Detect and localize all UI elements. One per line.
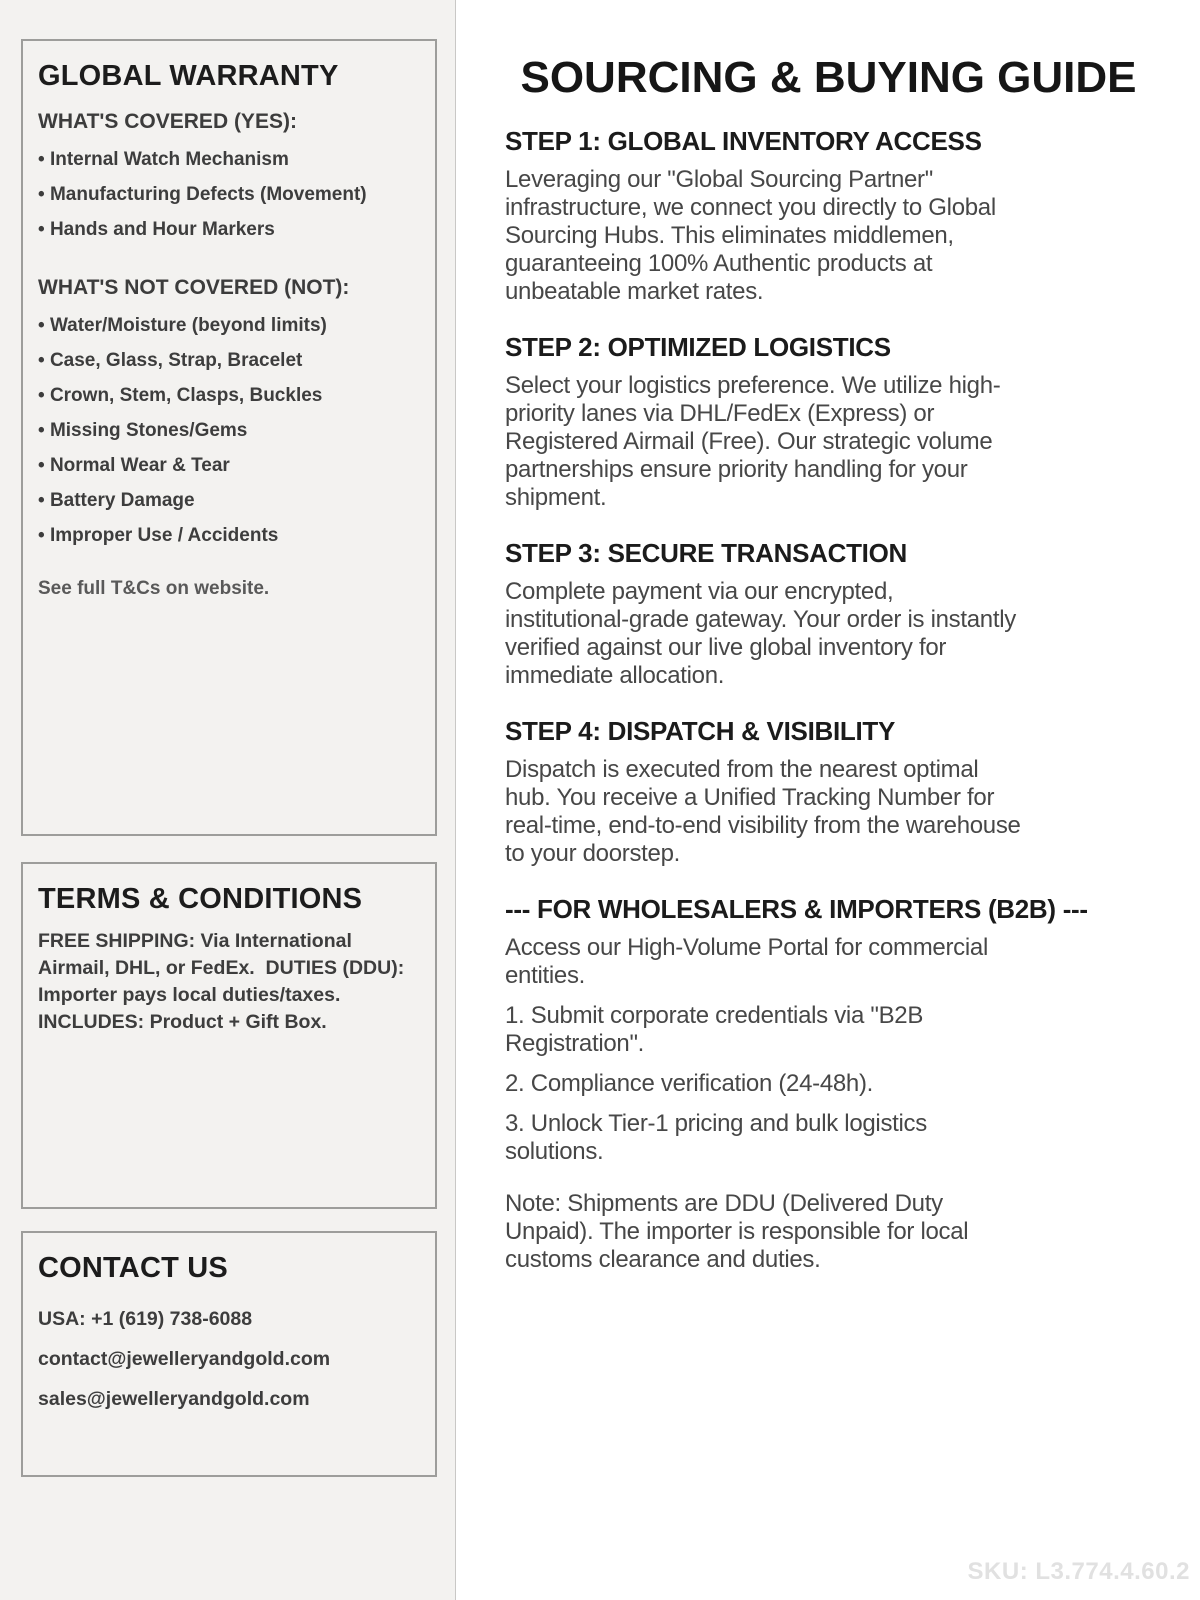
step3-body: Complete payment via our encrypted, institutional-grade gateway. Your order is instantly verified against our live global inventory for immediate allocation. [505,578,1016,689]
step4-heading: STEP 4: DISPATCH & VISIBILITY [505,716,896,746]
list-item: • Battery Damage [38,483,420,518]
sidebar [0,0,456,1600]
sku-label: SKU: L3.774.4.60.2 [967,1558,1190,1585]
list-item: • Internal Watch Mechanism [38,142,420,177]
step2-heading: STEP 2: OPTIMIZED LOGISTICS [505,332,891,362]
covered-list [38,142,420,247]
list-item: • Crown, Stem, Clasps, Buckles [38,378,420,413]
b2b-note: Note: Shipments are DDU (Delivered Duty Unpaid). The importer is responsible for local customs clearance and duties. [505,1190,969,1273]
list-item: • Hands and Hour Markers [38,212,420,247]
step3-heading: STEP 3: SECURE TRANSACTION [505,538,907,568]
step4-body: Dispatch is executed from the nearest optimal hub. You receive a Unified Tracking Number for real-time, end-to-end visibility from the warehouse to your doorstep. [505,756,1021,867]
terms-body: FREE SHIPPING: Via International Airmail, DHL, or FedEx. DUTIES (DDU): Importer pays local duties/taxes. INCLUDES: Product + Gift Box. [38,930,410,1033]
tcs-footnote: See full T&Cs on website. [38,578,270,599]
global-warranty-box [21,39,437,836]
not-covered-list [38,308,420,553]
terms-conditions-box [21,862,437,1209]
contact-phone: USA: +1 (619) 738-6088 [38,1308,253,1330]
b2b-heading: --- FOR WHOLESALERS & IMPORTERS (B2B) --- [505,894,1088,924]
b2b-intro: Access our High-Volume Portal for commercial entities. [505,934,988,989]
warranty-title: GLOBAL WARRANTY [38,60,339,92]
not-covered-heading: WHAT'S NOT COVERED (NOT): [38,276,350,299]
list-item: • Improper Use / Accidents [38,518,420,553]
b2b-item-1: 1. Submit corporate credentials via "B2B Registration". [505,1002,924,1057]
b2b-item-2: 2. Compliance verification (24-48h). [505,1070,874,1097]
contact-us-box [21,1231,437,1477]
contact-email: contact@jewelleryandgold.com [38,1348,331,1370]
b2b-item-3: 3. Unlock Tier-1 pricing and bulk logistics solutions. [505,1110,927,1165]
contact-title: CONTACT US [38,1252,228,1284]
step1-heading: STEP 1: GLOBAL INVENTORY ACCESS [505,126,982,156]
step1-body: Leveraging our "Global Sourcing Partner" infrastructure, we connect you directly to Global Sourcing Hubs. This eliminates middlemen, guaranteeing 100% Authentic products at unbeatable market rates. [505,166,996,305]
list-item: • Normal Wear & Tear [38,448,420,483]
sales-email: sales@jewelleryandgold.com [38,1388,310,1410]
list-item: • Manufacturing Defects (Movement) [38,177,420,212]
main-content [457,0,1200,1600]
list-item: • Water/Moisture (beyond limits) [38,308,420,343]
list-item: • Missing Stones/Gems [38,413,420,448]
page-title: SOURCING & BUYING GUIDE [520,53,1137,102]
list-item: • Case, Glass, Strap, Bracelet [38,343,420,378]
covered-heading: WHAT'S COVERED (YES): [38,110,297,133]
terms-title: TERMS & CONDITIONS [38,883,363,915]
step2-body: Select your logistics preference. We utilize high-priority lanes via DHL/FedEx (Express) or Registered Airmail (Free). Our strategic volume partnerships ensure priority handling for your shipment. [505,372,1001,511]
